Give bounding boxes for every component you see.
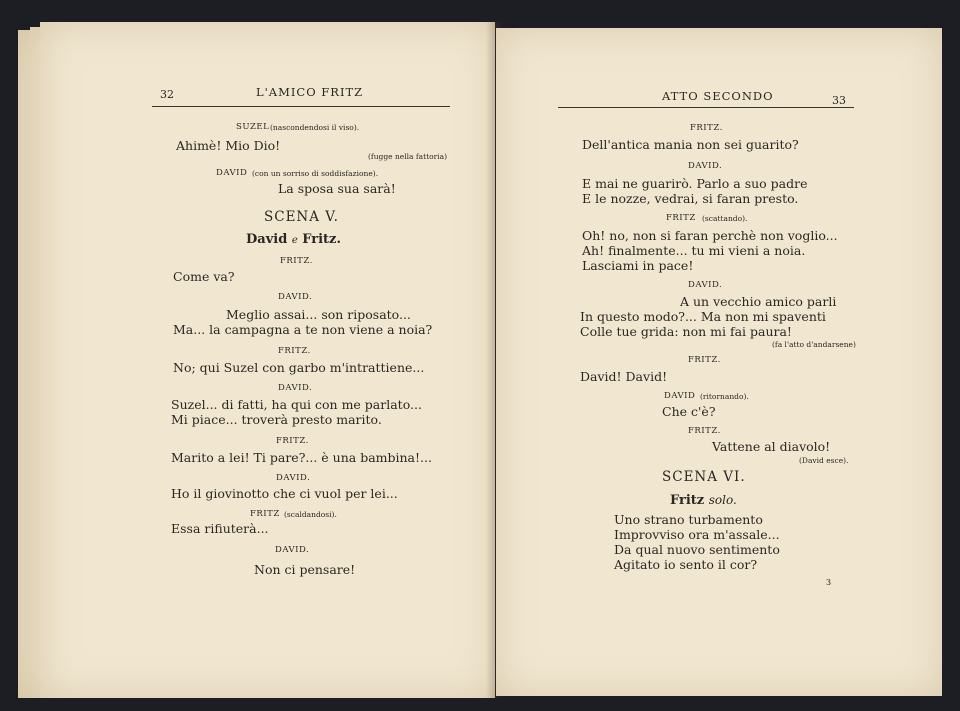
stage-direction: (David esce). — [799, 456, 849, 465]
verse-line: Mi piace... troverà presto marito. — [171, 412, 382, 427]
speaker: DAVID. — [275, 545, 310, 555]
page-number: 33 — [832, 94, 846, 107]
verse-line: Marito a lei! Ti pare?... è una bambina!... — [171, 450, 432, 465]
speaker: FRITZ — [250, 509, 280, 519]
verse-line: Vattene al diavolo! — [712, 439, 831, 454]
verse-line: E mai ne guarirò. Parlo a suo padre — [582, 176, 808, 191]
verse-line: Ah! finalmente... tu mi vieni a noia. — [582, 243, 806, 258]
speaker: DAVID. — [278, 383, 313, 393]
verse-line: No; qui Suzel con garbo m'intrattiene... — [173, 360, 425, 375]
verse-line: Ahimè! Mio Dio! — [176, 138, 281, 153]
verse-line: Agitato io sento il cor? — [614, 557, 758, 572]
scene-heading: SCENA VI. — [662, 469, 746, 485]
verse-line: David! David! — [580, 369, 668, 384]
stage-direction: (scattando). — [702, 214, 748, 223]
verse-line: Ma... la campagna a te non viene a noia? — [173, 322, 433, 337]
scene-heading: SCENA V. — [264, 209, 339, 225]
speaker: FRITZ. — [688, 426, 721, 436]
stage-direction: (nascondendosi il viso). — [270, 123, 360, 132]
verse-line: Improvviso ora m'assale... — [614, 527, 780, 542]
signature-mark: 3 — [826, 578, 832, 587]
running-head: L'AMICO FRITZ — [256, 85, 364, 99]
speaker: FRITZ. — [280, 256, 313, 266]
verse-line: A un vecchio amico parli — [680, 294, 837, 309]
speaker: DAVID. — [688, 161, 723, 171]
stage-direction: (scaldandosi). — [284, 510, 337, 519]
speaker: FRITZ. — [690, 123, 723, 133]
scene-characters: Fritz solo. — [670, 493, 737, 508]
verse-line: Suzel... di fatti, ha qui con me parlato... — [171, 397, 422, 412]
scene-characters: David e Fritz. — [246, 232, 341, 247]
stage-direction: (ritornando). — [700, 392, 749, 401]
verse-line: Da qual nuovo sentimento — [614, 542, 780, 557]
speaker: DAVID — [216, 168, 248, 178]
verse-line: E le nozze, vedrai, si faran presto. — [582, 191, 799, 206]
verse-line: In questo modo?... Ma non mi spaventi — [580, 309, 826, 324]
verse-line: Non ci pensare! — [254, 562, 356, 577]
verse-line: La sposa sua sarà! — [278, 181, 396, 196]
speaker: DAVID. — [276, 473, 311, 483]
header-rule — [558, 107, 854, 108]
stage-direction: (fugge nella fattoria) — [368, 152, 448, 161]
header-rule — [152, 106, 450, 107]
running-head: ATTO SECONDO — [662, 89, 774, 103]
stage-direction: (con un sorriso di soddisfazione). — [252, 169, 379, 178]
verse-line: Oh! no, non si faran perchè non voglio... — [582, 228, 838, 243]
verse-line: Che c'è? — [662, 404, 716, 419]
right-page — [496, 28, 942, 696]
verse-line: Colle tue grida: non mi fai paura! — [580, 324, 792, 339]
speaker: FRITZ. — [276, 436, 309, 446]
page-number: 32 — [160, 88, 174, 101]
left-page — [40, 22, 495, 698]
speaker: DAVID. — [278, 292, 313, 302]
verse-line: Uno strano turbamento — [614, 512, 763, 527]
verse-line: Lasciami in pace! — [582, 258, 694, 273]
verse-line: Ho il giovinotto che ci vuol per lei... — [171, 486, 398, 501]
speaker: SUZEL — [236, 122, 270, 132]
verse-line: Dell'antica mania non sei guarito? — [582, 137, 799, 152]
speaker: DAVID. — [688, 280, 723, 290]
verse-line: Meglio assai... son riposato... — [226, 307, 411, 322]
verse-line: Come va? — [173, 269, 235, 284]
speaker: FRITZ — [666, 213, 696, 223]
speaker: FRITZ. — [278, 346, 311, 356]
stage-direction: (fa l'atto d'andarsene) — [772, 340, 856, 349]
speaker: DAVID — [664, 391, 696, 401]
speaker: FRITZ. — [688, 355, 721, 365]
verse-line: Essa rifiuterà... — [171, 521, 269, 536]
